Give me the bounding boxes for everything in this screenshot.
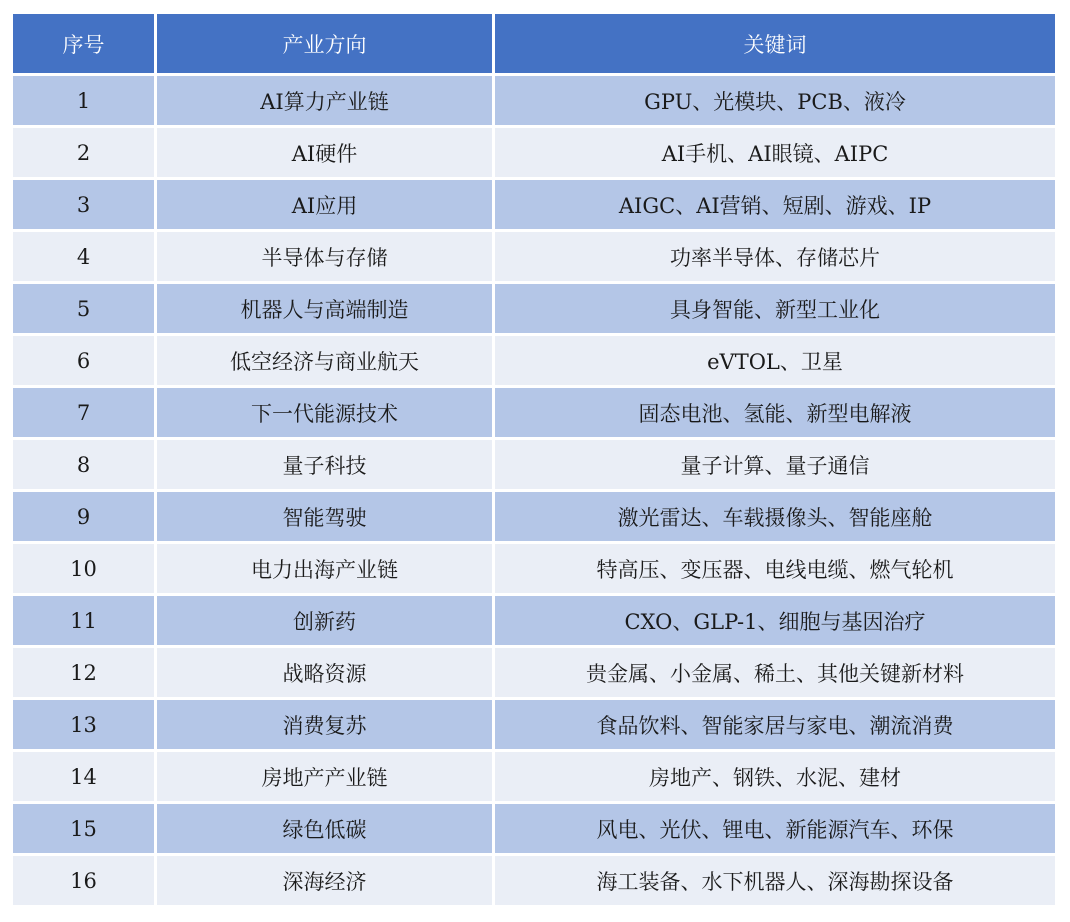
table-row xyxy=(13,180,1055,232)
industry-direction-cell: 下一代能源技术 xyxy=(157,388,495,440)
table-row xyxy=(13,388,1055,440)
table-row xyxy=(13,648,1055,700)
table-header-row xyxy=(13,14,1055,76)
table-row xyxy=(13,284,1055,336)
index-cell: 13 xyxy=(13,700,157,752)
keywords-cell: 房地产、钢铁、水泥、建材 xyxy=(495,752,1055,804)
keywords-cell: eVTOL、卫星 xyxy=(495,336,1055,388)
industry-direction-cell: 量子科技 xyxy=(157,440,495,492)
index-cell: 11 xyxy=(13,596,157,648)
header-industry-direction: 产业方向 xyxy=(157,14,495,76)
index-cell: 9 xyxy=(13,492,157,544)
index-cell: 7 xyxy=(13,388,157,440)
keywords-cell: 功率半导体、存储芯片 xyxy=(495,232,1055,284)
industry-direction-cell: 消费复苏 xyxy=(157,700,495,752)
header-index: 序号 xyxy=(13,14,157,76)
industry-direction-cell: 低空经济与商业航天 xyxy=(157,336,495,388)
industry-direction-cell: 深海经济 xyxy=(157,856,495,908)
table-row xyxy=(13,804,1055,856)
index-cell: 8 xyxy=(13,440,157,492)
table-row xyxy=(13,544,1055,596)
industry-direction-cell: 半导体与存储 xyxy=(157,232,495,284)
header-keywords: 关键词 xyxy=(495,14,1055,76)
industry-direction-cell: 房地产产业链 xyxy=(157,752,495,804)
keywords-cell: AIGC、AI营销、短剧、游戏、IP xyxy=(495,180,1055,232)
keywords-cell: 特高压、变压器、电线电缆、燃气轮机 xyxy=(495,544,1055,596)
table-row xyxy=(13,232,1055,284)
industry-direction-cell: 机器人与高端制造 xyxy=(157,284,495,336)
index-cell: 1 xyxy=(13,76,157,128)
keywords-cell: 量子计算、量子通信 xyxy=(495,440,1055,492)
table-row xyxy=(13,440,1055,492)
table-row xyxy=(13,856,1055,908)
keywords-cell: 贵金属、小金属、稀土、其他关键新材料 xyxy=(495,648,1055,700)
table-row xyxy=(13,128,1055,180)
index-cell: 6 xyxy=(13,336,157,388)
index-cell: 5 xyxy=(13,284,157,336)
industry-table xyxy=(13,14,1055,908)
industry-direction-cell: 战略资源 xyxy=(157,648,495,700)
table-row xyxy=(13,752,1055,804)
keywords-cell: 海工装备、水下机器人、深海勘探设备 xyxy=(495,856,1055,908)
industry-direction-cell: 绿色低碳 xyxy=(157,804,495,856)
keywords-cell: CXO、GLP-1、细胞与基因治疗 xyxy=(495,596,1055,648)
industry-direction-cell: 创新药 xyxy=(157,596,495,648)
index-cell: 14 xyxy=(13,752,157,804)
index-cell: 2 xyxy=(13,128,157,180)
index-cell: 10 xyxy=(13,544,157,596)
table-body xyxy=(13,76,1055,908)
index-cell: 15 xyxy=(13,804,157,856)
table-row xyxy=(13,492,1055,544)
industry-direction-cell: 智能驾驶 xyxy=(157,492,495,544)
table-row xyxy=(13,76,1055,128)
industry-direction-cell: 电力出海产业链 xyxy=(157,544,495,596)
table-row xyxy=(13,596,1055,648)
keywords-cell: GPU、光模块、PCB、液冷 xyxy=(495,76,1055,128)
index-cell: 16 xyxy=(13,856,157,908)
keywords-cell: 食品饮料、智能家居与家电、潮流消费 xyxy=(495,700,1055,752)
keywords-cell: 具身智能、新型工业化 xyxy=(495,284,1055,336)
keywords-cell: 固态电池、氢能、新型电解液 xyxy=(495,388,1055,440)
industry-direction-cell: AI硬件 xyxy=(157,128,495,180)
keywords-cell: 激光雷达、车载摄像头、智能座舱 xyxy=(495,492,1055,544)
keywords-cell: 风电、光伏、锂电、新能源汽车、环保 xyxy=(495,804,1055,856)
index-cell: 3 xyxy=(13,180,157,232)
industry-direction-cell: AI算力产业链 xyxy=(157,76,495,128)
industry-table-container xyxy=(13,14,1055,908)
index-cell: 12 xyxy=(13,648,157,700)
index-cell: 4 xyxy=(13,232,157,284)
table-row xyxy=(13,700,1055,752)
industry-direction-cell: AI应用 xyxy=(157,180,495,232)
table-row xyxy=(13,336,1055,388)
keywords-cell: AI手机、AI眼镜、AIPC xyxy=(495,128,1055,180)
